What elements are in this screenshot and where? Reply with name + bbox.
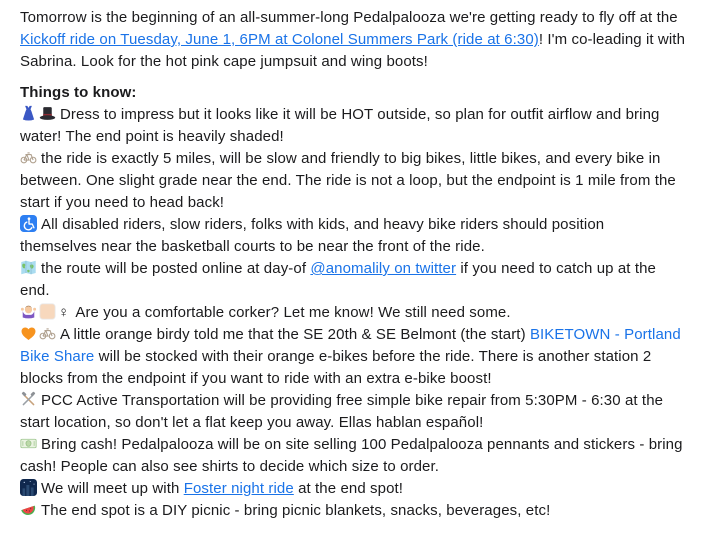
item-meetup-text-before: We will meet up with	[41, 480, 184, 497]
world-map-emoji	[20, 259, 37, 276]
item-accessibility-text: All disabled riders, slow riders, folks with kids, and heavy bike riders should position themselves near the basketball courts to be near the front of the ride.	[20, 216, 605, 255]
item-biketown-text-before: A little orange birdy told me that the SE 20th & SE Belmont (the start)	[60, 326, 530, 343]
skin-tone-swatch-emoji	[39, 303, 56, 320]
bicycle-emoji	[39, 325, 56, 342]
top-hat-emoji	[39, 105, 56, 122]
intro-text-before: Tomorrow is the beginning of an all-summer-long Pedalpalooza we're getting ready to fly off at the	[20, 9, 678, 26]
night-with-stars-emoji	[20, 479, 37, 496]
anomalily-twitter-link[interactable]: @anomalily on twitter	[310, 260, 457, 277]
item-route-text-before: the route will be posted online at day-of	[41, 260, 311, 277]
things-to-know-heading: Things to know:	[20, 84, 137, 101]
item-ride	[20, 148, 685, 214]
item-dress	[20, 104, 685, 148]
female-sign-emoji: ♀	[58, 304, 70, 321]
item-dress-text: Dress to impress but it looks like it will be HOT outside, so plan for outfit airflow and bring water! The end point is heavily shaded!	[20, 106, 660, 145]
watermelon-emoji	[20, 501, 37, 518]
item-accessibility	[20, 214, 685, 258]
item-meetup-text-after: at the end spot!	[293, 480, 404, 497]
person-shrugging-emoji	[20, 303, 37, 320]
intro-text-after: ! I'm co-leading it with Sabrina. Look for the hot pink cape jumpsuit and wing boots!	[20, 31, 686, 70]
item-route-text-after: if you need to catch up at the end.	[20, 260, 656, 299]
blue-dress-emoji	[20, 105, 37, 122]
item-picnic	[20, 500, 685, 522]
orange-heart-emoji	[20, 325, 37, 342]
dollar-banknote-emoji	[20, 435, 37, 452]
bicycle-emoji	[20, 149, 37, 166]
item-cash	[20, 434, 685, 478]
item-ride-text: the ride is exactly 5 miles, will be slow and friendly to big bikes, little bikes, and every bike in between. One slight grade near the end. The ride is not a loop, but the endpoint is 1 mile from the start if you need to head back!	[20, 150, 676, 211]
kickoff-ride-link[interactable]: Kickoff ride on Tuesday, June 1, 6PM at Colonel Summers Park (ride at 6:30)	[20, 31, 539, 48]
item-meetup	[20, 478, 685, 500]
item-picnic-text: The end spot is a DIY picnic - bring picnic blankets, snacks, beverages, etc!	[41, 502, 551, 519]
wheelchair-symbol-emoji	[20, 215, 37, 232]
biketown-link[interactable]: BIKETOWN - Portland Bike Share	[20, 326, 681, 365]
item-repair-text: PCC Active Transportation will be providing free simple bike repair from 5:30PM - 6:30 at the start location, so don't let a flat keep you away. Ellas hablan español!	[20, 392, 664, 431]
foster-night-ride-link[interactable]: Foster night ride	[183, 480, 294, 497]
item-corker	[20, 302, 685, 324]
item-biketown-text-after: will be stocked with their orange e-bikes before the ride. There is another station 2 blocks from the endpoint if you want to ride with an extra e-bike boost!	[20, 348, 652, 387]
intro-paragraph	[20, 7, 685, 73]
item-corker-text: Are you a comfortable corker? Let me know! We still need some.	[75, 304, 511, 321]
item-repair	[20, 390, 685, 434]
post-content	[20, 7, 685, 522]
item-route	[20, 258, 685, 302]
item-cash-text: Bring cash! Pedalpalooza will be on site selling 100 Pedalpalooza pennants and stickers - bring cash! People can also see shirts to decide which size to order.	[20, 436, 683, 475]
item-biketown	[20, 324, 685, 390]
hammer-and-wrench-emoji	[20, 391, 37, 408]
